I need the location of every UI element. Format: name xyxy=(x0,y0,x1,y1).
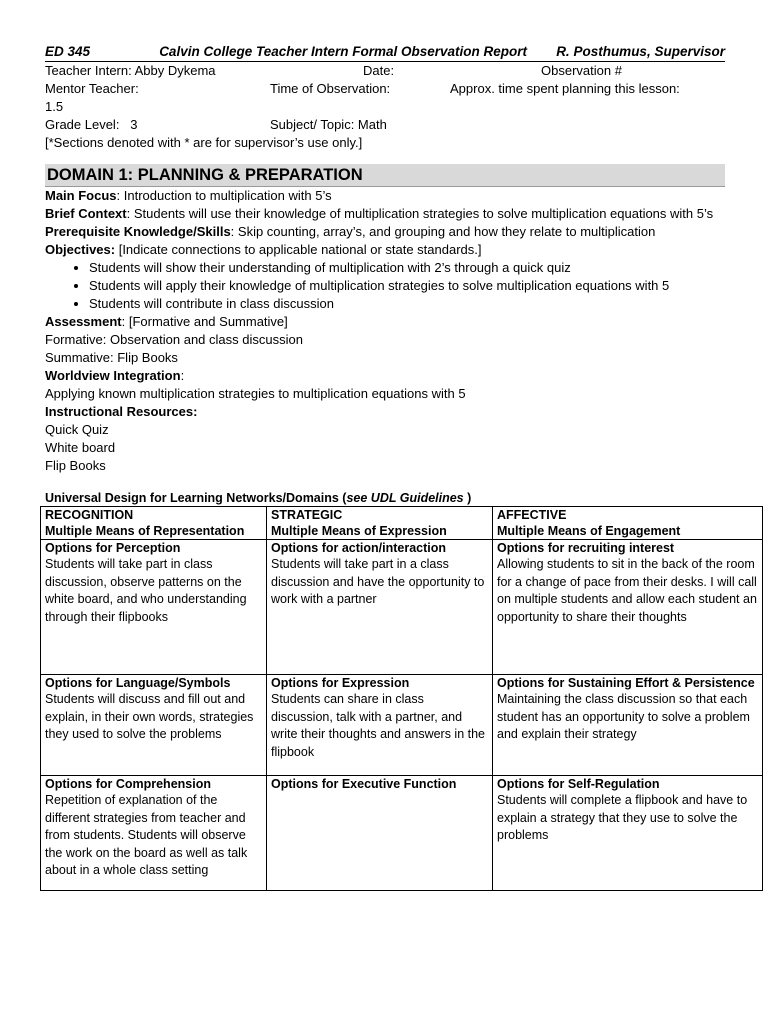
cell-heading: Options for Perception xyxy=(45,541,181,555)
column-header-strategic xyxy=(267,507,493,540)
network-means: Multiple Means of Representation xyxy=(45,523,245,538)
column-header-affective xyxy=(493,507,763,540)
prerequisite-knowledge xyxy=(45,223,725,241)
assessment-note: : [Formative and Summative] xyxy=(121,314,288,329)
observation-report xyxy=(45,44,757,891)
info-row-1 xyxy=(45,62,725,80)
summative-assessment: Summative: Flip Books xyxy=(45,350,178,365)
cell-text: Maintaining the class discussion so that each student has an opportunity to solve a problem and explain their strategy xyxy=(497,692,750,741)
brief-context-label: Brief Context xyxy=(45,206,127,221)
objectives xyxy=(45,241,725,259)
network-name: RECOGNITION xyxy=(45,508,134,522)
table-cell xyxy=(41,776,267,891)
table-row xyxy=(41,776,763,891)
grade-label: Grade Level: xyxy=(45,117,120,132)
objective-item: • Students will contribute in class discussion xyxy=(89,295,725,313)
main-focus-text: : Introduction to multiplication with 5’s xyxy=(116,188,332,203)
domain-heading: DOMAIN 1: PLANNING & PREPARATION xyxy=(45,164,725,187)
planning-time-field: Approx. time spent planning this lesson: xyxy=(450,81,680,96)
grade-field xyxy=(45,116,270,134)
objective-item: • Students will apply their knowledge of multiplication strategies to solve multiplication equations with 5 xyxy=(89,277,725,295)
formative-assessment: Formative: Observation and class discussion xyxy=(45,332,303,347)
cell-heading: Options for Self-Regulation xyxy=(497,777,660,791)
table-cell xyxy=(41,675,267,776)
cell-heading: Options for Comprehension xyxy=(45,777,211,791)
report-header xyxy=(45,44,725,62)
udl-title-text: Universal Design for Learning Networks/Domains ( xyxy=(45,491,347,505)
table-row xyxy=(41,675,763,776)
column-header-recognition xyxy=(41,507,267,540)
udl-table xyxy=(40,506,763,891)
cell-heading: Options for Expression xyxy=(271,676,410,690)
resource-item: Flip Books xyxy=(45,458,106,473)
intern-field: Teacher Intern: Abby Dykema xyxy=(45,63,216,78)
grade-value: 3 xyxy=(130,117,138,132)
worldview-text: Applying known multiplication strategies to multiplication equations with 5 xyxy=(45,386,466,401)
udl-title-close: ) xyxy=(463,491,472,505)
udl-header-row xyxy=(41,507,763,540)
table-cell xyxy=(493,540,763,675)
subject-field: Subject/ Topic: Math xyxy=(270,117,387,132)
date-field: Date: xyxy=(363,63,395,78)
network-name: STRATEGIC xyxy=(271,508,343,522)
assessment xyxy=(45,313,725,331)
brief-context-text: : Students will use their knowledge of multiplication strategies to solve multiplication equations with 5’s xyxy=(126,206,714,221)
table-cell xyxy=(267,776,493,891)
cell-text: Repetition of explanation of the different strategies from teacher and from students. Students will observe the work on the board as well as talk about in a whole class setting xyxy=(45,793,248,877)
main-focus-label: Main Focus xyxy=(45,188,117,203)
cell-heading: Options for Executive Function xyxy=(271,777,457,791)
worldview-label: Worldview Integration xyxy=(45,368,181,383)
table-cell xyxy=(41,540,267,675)
table-cell xyxy=(493,675,763,776)
objectives-label: Objectives: xyxy=(45,242,116,257)
cell-text: Students will complete a flipbook and have to explain a strategy that they use to solve the problems xyxy=(497,793,748,842)
time-of-observation-field: Time of Observation: xyxy=(270,81,391,96)
network-means: Multiple Means of Engagement xyxy=(497,523,681,538)
assessment-label: Assessment xyxy=(45,314,122,329)
udl-title xyxy=(45,491,725,506)
cell-text: Students will take part in a class discussion and have the opportunity to work with a partner xyxy=(271,557,485,606)
resource-item: Quick Quiz xyxy=(45,422,109,437)
info-row-2 xyxy=(45,80,725,98)
cell-heading: Options for recruiting interest xyxy=(497,541,675,555)
objectives-note: [Indicate connections to applicable national or state standards.] xyxy=(115,242,482,257)
udl-guidelines-link[interactable]: see UDL Guidelines xyxy=(346,491,464,505)
prerequisite-label: Prerequisite Knowledge/Skills xyxy=(45,224,231,239)
cell-heading: Options for action/interaction xyxy=(271,541,447,555)
main-focus xyxy=(45,187,725,205)
table-row xyxy=(41,540,763,675)
table-cell xyxy=(267,540,493,675)
cell-text: Allowing students to sit in the back of the room for a change of pace from their desks. I will call on multiple students and allow each student an opportunity to share their thoughts xyxy=(497,557,757,624)
brief-context xyxy=(45,205,725,223)
network-name: AFFECTIVE xyxy=(497,508,567,522)
objective-item: • Students will show their understanding of multiplication with 2’s through a quick quiz xyxy=(89,259,725,277)
prerequisite-text: : Skip counting, array’s, and grouping and how they relate to multiplication xyxy=(230,224,656,239)
worldview-heading xyxy=(45,367,725,385)
observation-number-field: Observation # xyxy=(541,63,622,78)
supervisor-name: R. Posthumus, Supervisor xyxy=(556,44,725,59)
worldview-colon: : xyxy=(180,368,185,383)
planning-time-value: 1.5 xyxy=(45,99,64,114)
resources-label: Instructional Resources: xyxy=(45,404,198,419)
info-row-3 xyxy=(45,116,725,134)
course-code: ED 345 xyxy=(45,44,91,59)
mentor-field: Mentor Teacher: xyxy=(45,81,139,96)
objectives-list xyxy=(45,259,725,313)
resource-item: White board xyxy=(45,440,116,455)
cell-text: Students will discuss and fill out and explain, in their own words, strategies they used to solve the problems xyxy=(45,692,254,741)
supervisor-note: [*Sections denoted with * are for supervisor’s use only.] xyxy=(45,135,363,150)
table-cell xyxy=(267,675,493,776)
network-means: Multiple Means of Expression xyxy=(271,523,447,538)
cell-text: Students will take part in class discussion, observe patterns on the white board, and who understanding through their flipbooks xyxy=(45,557,247,624)
report-title: Calvin College Teacher Intern Formal Observation Report xyxy=(159,44,528,59)
cell-text: Students can share in class discussion, talk with a partner, and write their thoughts and answers in the flipbook xyxy=(271,692,486,759)
cell-heading: Options for Sustaining Effort & Persistence xyxy=(497,676,755,690)
cell-heading: Options for Language/Symbols xyxy=(45,676,231,690)
table-cell xyxy=(493,776,763,891)
